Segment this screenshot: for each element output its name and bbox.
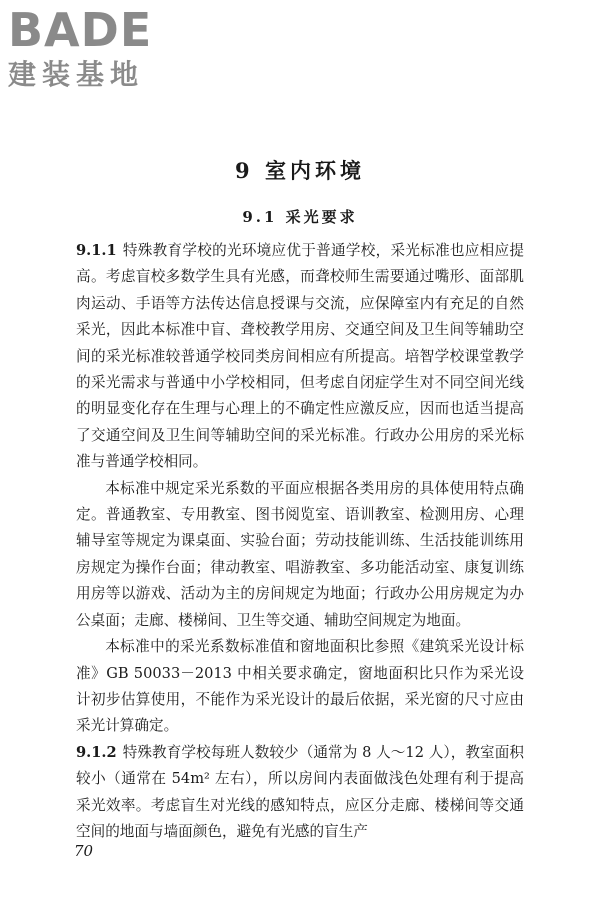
clause-text: 特殊教育学校的光环境应优于普通学校，采光标准也应相应提高。考虑盲校多数学生具有光感，而聋校师生需要通过嘴形、面部肌肉运动、手语等方法传达信息授课与交流，应保障室内有充足的自然采光，因此本标准中盲、聋校教学用房、交通空间及卫生间等辅助空间的采光标准较普通学校同类房间相应有所提高。培智学校课堂教学的采光需求与普通中小学校相同，但考虑自闭症学生对不同空间光线的明显变化存在生理与心理上的不确定性应激反应，因而也适当提高了交通空间及卫生间等辅助空间的采光标准。行政办公用房的采光标准与普通学校相同。 (76, 242, 524, 471)
clause-9-1-1 (76, 238, 524, 476)
chapter-title: 9 室内环境 (235, 158, 365, 183)
paragraph: 本标准中规定采光系数的平面应根据各类用房的具体使用特点确定。普通教室、专用教室、图书阅览室、语训教室、检测用房、心理辅导室等规定为课桌面、实验台面；劳动技能训练、生活技能训练用房规定为操作台面；律动教室、唱游教室、多功能活动室、康复训练用房等以游戏、活动为主的房间规定为地面；行政办公用房规定为办公桌面；走廊、楼梯间、卫生等交通、辅助空间规定为地面。 (76, 479, 524, 629)
clause-text: 特殊教育学校每班人数较少（通常为 8 人～12 人），教室面积较小（通常在 54m² 左右），所以房间内表面做浅色处理有利于提高采光效率。考虑盲生对光线的感知特点，应区分走廊、楼梯间等交通空间的地面与墙面颜色，避免有光感的盲生产 (76, 743, 524, 840)
logo-text-cn: 建装基地 (8, 58, 145, 91)
page-number: 70 (74, 842, 94, 860)
body-text (76, 238, 524, 845)
section-title: 9.1 采光要求 (242, 208, 358, 226)
paragraph: 本标准中的采光系数标准值和窗地面积比参照《建筑采光设计标准》GB 50033－2013 中相关要求确定，窗地面积比只作为采光设计初步估算使用，不能作为采光设计的最后依据，采光窗的尺寸应由采光计算确定。 (76, 638, 524, 735)
logo (8, 3, 178, 92)
logo-text-en: BADE (8, 3, 153, 57)
clause-9-1-2 (76, 740, 524, 846)
clause-number: 9.1.1 (76, 242, 117, 259)
clause-number: 9.1.2 (76, 743, 117, 761)
